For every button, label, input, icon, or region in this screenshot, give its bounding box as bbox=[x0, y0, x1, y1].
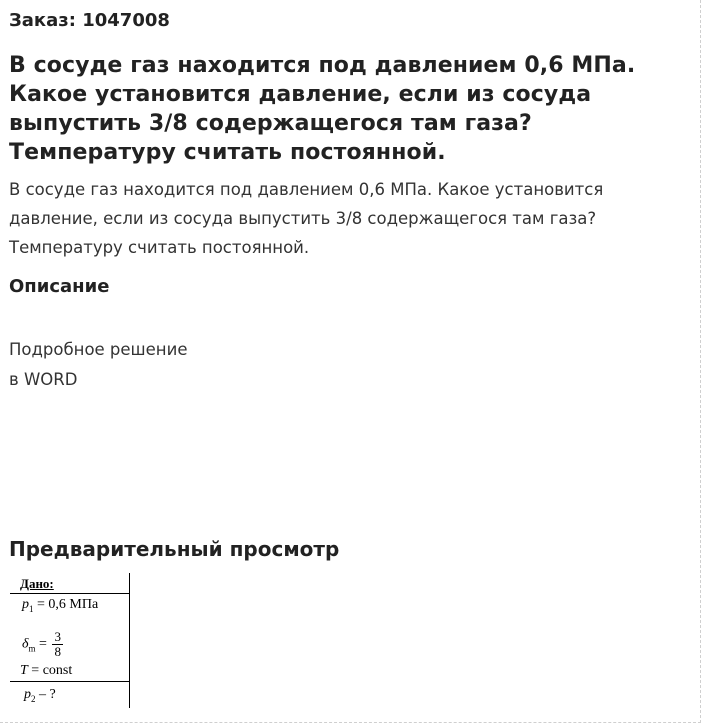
p2-value: – ? bbox=[35, 687, 56, 702]
delta-equals: = bbox=[35, 636, 47, 652]
t-value: = const bbox=[27, 663, 73, 678]
given-delta bbox=[22, 630, 63, 659]
preview-horizontal-line-top bbox=[10, 593, 130, 594]
preview-horizontal-line-bottom bbox=[10, 681, 130, 682]
delta-denominator: 8 bbox=[54, 644, 61, 659]
problem-text: В сосуде газ находится под давлением 0,6 МПа. Какое установится давление, если из сосуда выпустить 3/8 содержащегося там газа? Температуру считать постоянной. bbox=[9, 180, 604, 257]
delta-numerator: 3 bbox=[54, 629, 61, 644]
find-p2 bbox=[24, 687, 56, 707]
delta-symbol: δ bbox=[22, 636, 29, 652]
given-label: Дано: bbox=[20, 576, 54, 591]
page-title: В сосуде газ находится под давлением 0,6 МПа. Какое установится давление, если из сосуда выпустить 3/8 содержащегося там газа? Температуру считать постоянной. bbox=[9, 53, 636, 165]
p1-subscript: 1 bbox=[29, 603, 34, 614]
given-temperature bbox=[20, 663, 72, 679]
description-line-2: в WORD bbox=[9, 370, 78, 389]
p1-symbol: p bbox=[22, 597, 29, 612]
given-p1 bbox=[22, 597, 98, 617]
p1-value: = 0,6 МПа bbox=[33, 597, 99, 612]
preview-heading: Предварительный просмотр bbox=[9, 537, 340, 561]
description-heading: Описание bbox=[9, 276, 110, 297]
preview-image bbox=[10, 571, 134, 708]
t-symbol: T bbox=[20, 663, 28, 678]
delta-subscript: m bbox=[28, 643, 36, 654]
p2-symbol: p bbox=[24, 687, 31, 702]
order-number: Заказ: 1047008 bbox=[9, 10, 170, 31]
p2-subscript: 2 bbox=[31, 693, 36, 704]
delta-fraction bbox=[52, 630, 63, 659]
description-line-1: Подробное решение bbox=[9, 340, 188, 359]
